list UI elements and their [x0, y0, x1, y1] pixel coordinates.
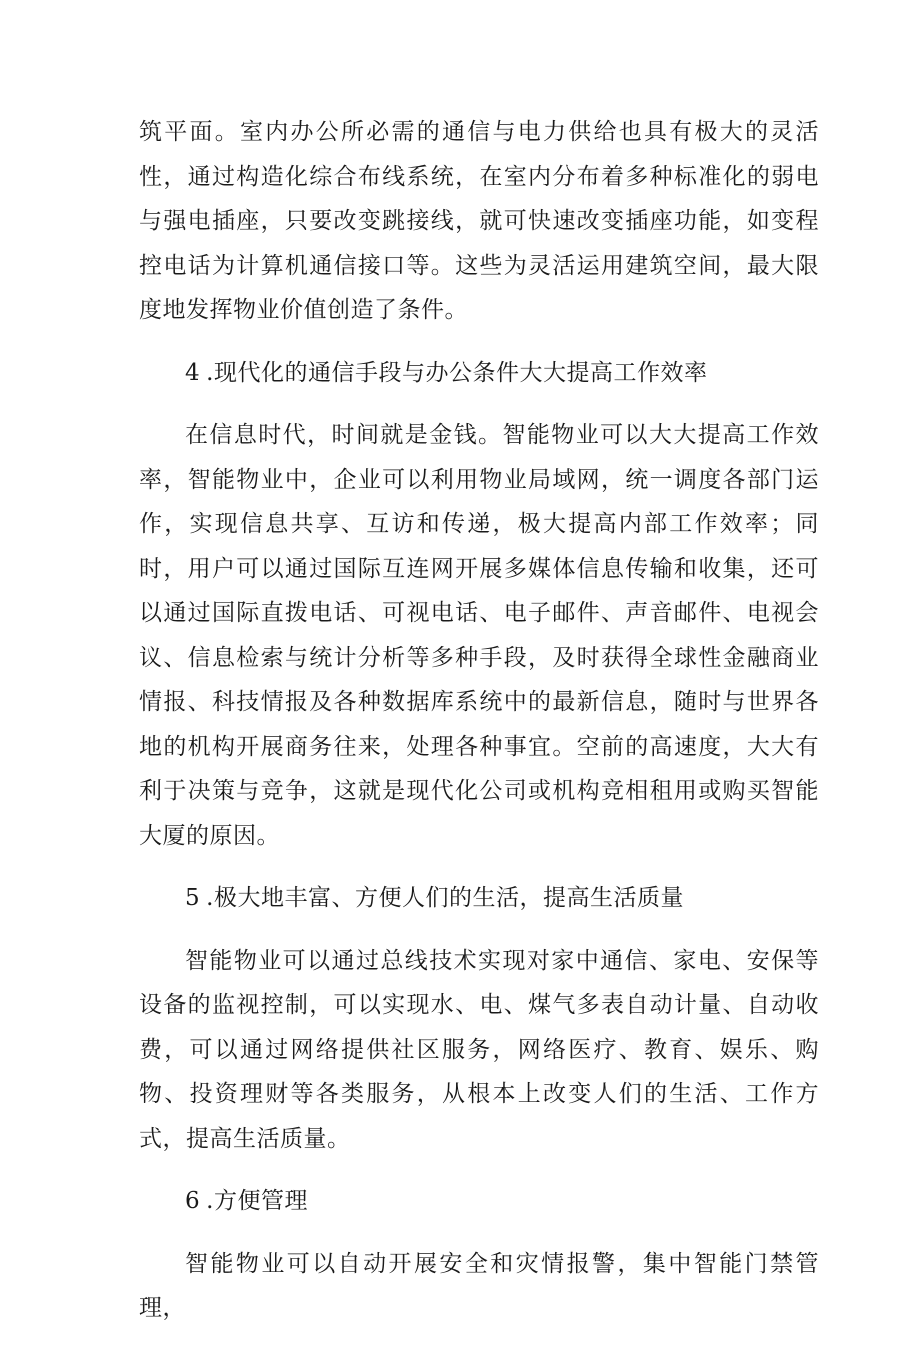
paragraph-quality-of-life: 智能物业可以通过总线技术实现对家中通信、家电、安保等设备的监视控制，可以实现水、电、煤气多表自动计量、自动收费，可以通过网络提供社区服务，网络医疗、教育、娱乐、购物、投资理财等各类服务，从根本上改变人们的生活、工作方式，提高生活质量。: [139, 947, 819, 1152]
paragraph-work-efficiency: 在信息时代，时间就是金钱。智能物业可以大大提高工作效率，智能物业中，企业可以利用物业局域网，统一调度各部门运作，实现信息共享、互访和传递，极大提高内部工作效率；同时，用户可以通过国际互连网开展多媒体信息传输和收集，还可以通过国际直拨电话、可视电话、电子邮件、声音邮件、电视会议、信息检索与统计分析等多种手段，及时获得全球性金融商业情报、科技情报及各种数据库系统中的最新信息，随时与世界各地的机构开展商务往来，处理各种事宜。空前的高速度，大大有利于决策与竞争，这就是现代化公司或机构竞相租用或购买智能大厦的原因。: [139, 422, 819, 849]
section-title: .现代化的通信手段与办公条件大大提高工作效率: [206, 359, 708, 386]
paragraph-building-flexibility: 筑平面。室内办公所必需的通信与电力供给也具有极大的灵活性，通过构造化综合布线系统，在室内分布着多种标准化的弱电与强电插座，只要改变跳接线，就可快速改变插座功能，如变程控电话为计算机通信接口等。这些为灵活运用建筑空间，最大限度地发挥物业价值创造了条件。: [139, 119, 819, 323]
document-body: [139, 110, 819, 1349]
section-heading-6: [139, 1179, 819, 1224]
section-heading-4: [139, 351, 819, 396]
section-title: .极大地丰富、方便人们的生活，提高生活质量: [206, 885, 684, 911]
section-heading-5: [139, 876, 819, 921]
paragraph-management: 智能物业可以自动开展安全和灾情报警，集中智能门禁管理，: [139, 1250, 819, 1321]
section-number: 5: [185, 885, 201, 911]
section-title: .方便管理: [206, 1188, 308, 1214]
section-number: 6: [185, 1188, 201, 1214]
section-number: 4: [185, 359, 201, 386]
